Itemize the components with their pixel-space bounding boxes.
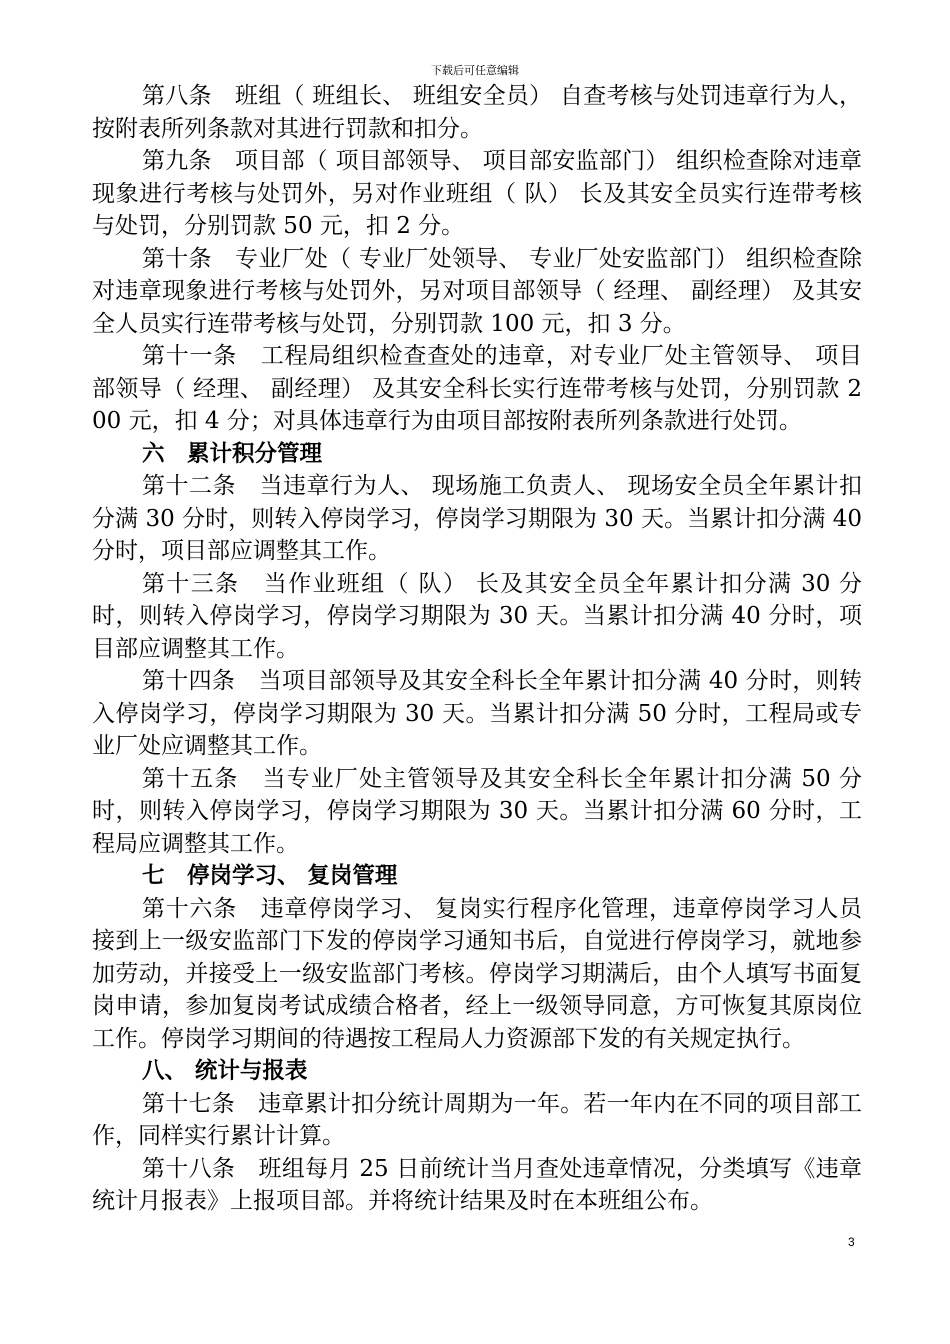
header-note: 下载后可任意编辑: [431, 64, 519, 77]
article-18: 第十八条 班组每月 25 日前统计当月查处违章情况，分类填写《违章统计月报表》上报项目部。并将统计结果及时在本班组公布。: [92, 1155, 862, 1214]
document-body: [92, 80, 862, 1218]
article-15: 第十五条 当专业厂处主管领导及其安全科长全年累计扣分满 50 分时，则转入停岗学习，停岗学习期限为 30 天。当累计扣分满 60 分时，工程局应调整其工作。: [92, 765, 862, 857]
article-17: 第十七条 违章累计扣分统计周期为一年。若一年内在不同的项目部工作，同样实行累计计算。: [92, 1090, 862, 1149]
article-8: 第八条 班组（ 班组长、 班组安全员） 自查考核与处罚违章行为人，按附表所列条款对其进行罚款和扣分。: [92, 83, 862, 142]
article-16: 第十六条 违章停岗学习、 复岗实行程序化管理，违章停岗学习人员接到上一级安监部门下发的停岗学习通知书后，自觉进行停岗学习，就地参加劳动，并接受上一级安监部门考核。停岗学习期满后，由个人填写书面复岗申请，参加复岗考试成绩合格者，经上一级领导同意，方可恢复其原岗位工作。停岗学习期间的待遇按工程局人力资源部下发的有关规定执行。: [92, 895, 862, 1052]
section-heading-8: 八、 统计与报表: [142, 1058, 308, 1084]
section-heading-6: 六 累计积分管理: [142, 440, 323, 467]
article-14: 第十四条 当项目部领导及其安全科长全年累计扣分满 40 分时，则转入停岗学习，停岗学习期限为 30 天。当累计扣分满 50 分时，工程局或专业厂处应调整其工作。: [92, 668, 862, 759]
article-12: 第十二条 当违章行为人、 现场施工负责人、 现场安全员全年累计扣分满 30 分时，则转入停岗学习，停岗学习期限为 30 天。当累计扣分满 40 分时，项目部应调整其工作。: [92, 473, 862, 564]
page-number: 3: [848, 1235, 855, 1249]
section-heading-7: 七 停岗学习、 复岗管理: [142, 863, 398, 889]
article-10: 第十条 专业厂处（ 专业厂处领导、 专业厂处安监部门） 组织检查除对违章现象进行考核与处罚外，另对项目部领导（ 经理、 副经理） 及其安全人员实行连带考核与处罚，分别罚款 100 元，扣 3 分。: [92, 245, 862, 337]
article-11: 第十一条 工程局组织检查查处的违章，对专业厂处主管领导、 项目部领导（ 经理、 副经理） 及其安全科长实行连带考核与处罚，分别罚款 200 元，扣 4 分；对具体违章行为由项目部按附表所列条款进行处罚。: [92, 343, 862, 434]
article-13: 第十三条 当作业班组（ 队） 长及其安全员全年累计扣分满 30 分时，则转入停岗学习，停岗学习期限为 30 天。当累计扣分满 40 分时，项目部应调整其工作。: [92, 570, 862, 662]
article-9: 第九条 项目部（ 项目部领导、 项目部安监部门） 组织检查除对违章现象进行考核与处罚外，另对作业班组（ 队） 长及其安全员实行连带考核与处罚，分别罚款 50 元，扣 2 分。: [92, 148, 862, 239]
